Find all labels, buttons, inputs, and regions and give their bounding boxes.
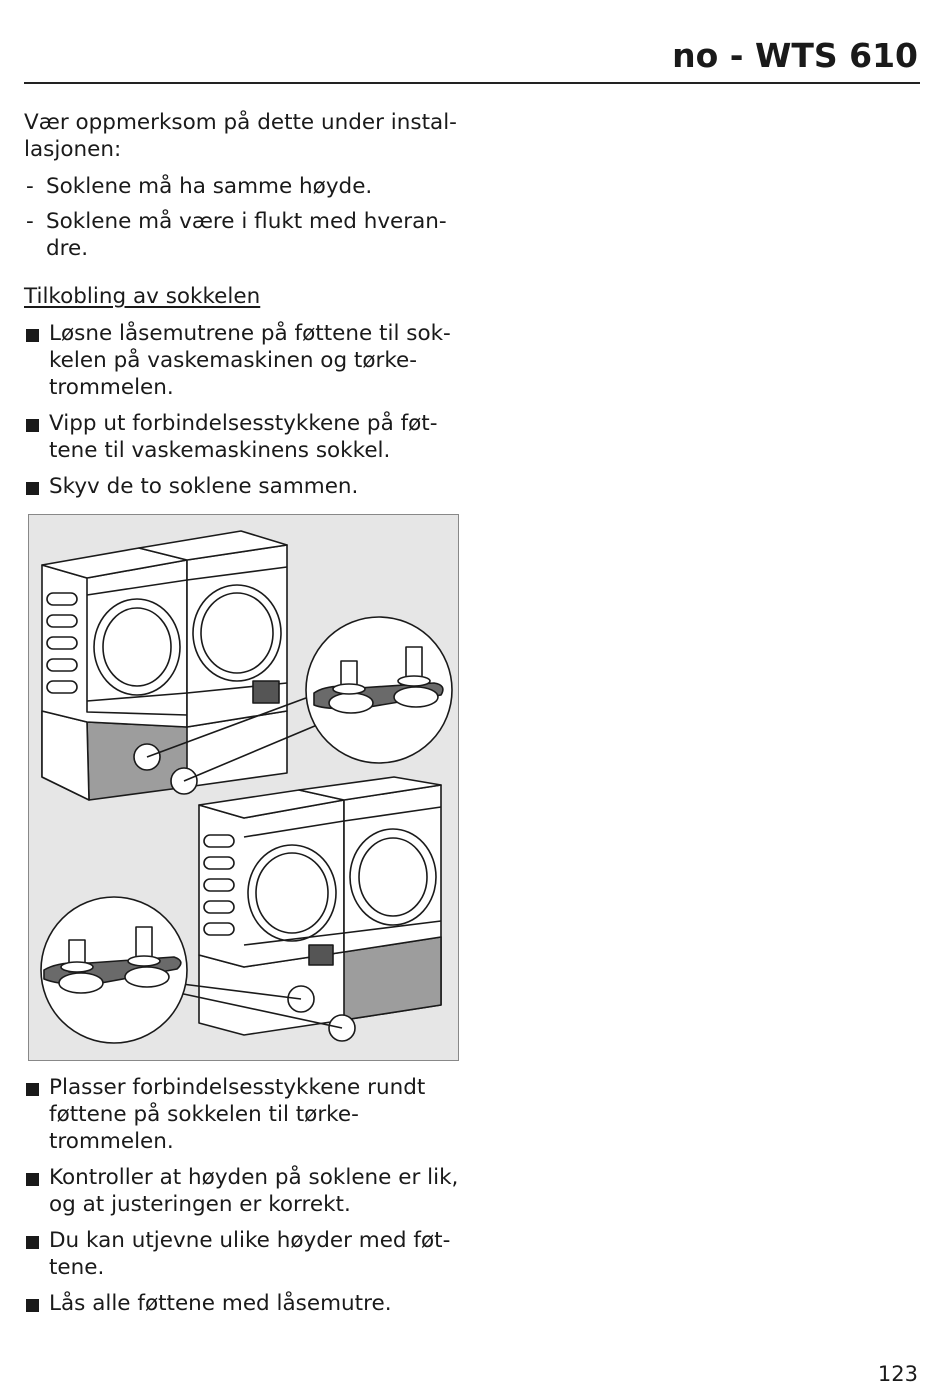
step-item — [24, 1290, 464, 1317]
step-line: Vipp ut forbindelsesstykkene på føt- — [49, 411, 438, 436]
page-number: 123 — [877, 1362, 918, 1386]
step-line: Kontroller at høyden på soklene er lik, — [49, 1165, 459, 1190]
dash-list — [24, 173, 464, 262]
step-item — [24, 1164, 464, 1218]
header-divider — [24, 82, 920, 84]
step-item — [24, 473, 464, 500]
plinth-connection-drawing — [29, 515, 458, 1060]
square-bullet-icon — [26, 329, 39, 342]
dash-item-line: Soklene må være i flukt med hveran- — [46, 209, 447, 234]
step-item — [24, 320, 464, 401]
step-line: trommelen. — [49, 375, 174, 400]
square-bullet-icon — [26, 1083, 39, 1096]
square-bullet-icon — [26, 1299, 39, 1312]
steps-after-list — [24, 1074, 464, 1317]
step-line: Løsne låsemutrene på føttene til sok- — [49, 321, 451, 346]
square-bullet-icon — [26, 482, 39, 495]
step-item — [24, 410, 464, 464]
step-item — [24, 1227, 464, 1281]
steps-before-list — [24, 320, 464, 500]
step-line: kelen på vaskemaskinen og tørke- — [49, 348, 418, 373]
installation-illustration — [28, 514, 459, 1061]
step-line: Lås alle føttene med låsemutre. — [49, 1291, 392, 1316]
dash-item-line: dre. — [46, 236, 89, 261]
step-item — [24, 1074, 464, 1155]
dash-item-line: Soklene må ha samme høyde. — [46, 174, 373, 199]
dash-marker: - — [26, 174, 34, 199]
page-header-title: no - WTS 610 — [672, 36, 918, 75]
intro-line: Vær oppmerksom på dette under instal- — [24, 110, 457, 135]
square-bullet-icon — [26, 1173, 39, 1186]
square-bullet-icon — [26, 1236, 39, 1249]
section-heading: Tilkobling av sokkelen — [24, 284, 261, 309]
step-line: Du kan utjevne ulike høyder med føt- — [49, 1228, 451, 1253]
step-line: Plasser forbindelsesstykkene rundt — [49, 1075, 426, 1100]
step-line: trommelen. — [49, 1129, 174, 1154]
step-line: Skyv de to soklene sammen. — [49, 474, 359, 499]
intro-line: lasjonen: — [24, 137, 122, 162]
step-line: føttene på sokkelen til tørke- — [49, 1102, 359, 1127]
dash-item — [24, 173, 464, 200]
dash-marker: - — [26, 209, 34, 234]
step-line: tene. — [49, 1255, 105, 1280]
square-bullet-icon — [26, 419, 39, 432]
step-line: og at justeringen er korrekt. — [49, 1192, 351, 1217]
intro-paragraph — [24, 109, 464, 163]
dash-item — [24, 208, 464, 262]
step-line: tene til vaskemaskinens sokkel. — [49, 438, 391, 463]
